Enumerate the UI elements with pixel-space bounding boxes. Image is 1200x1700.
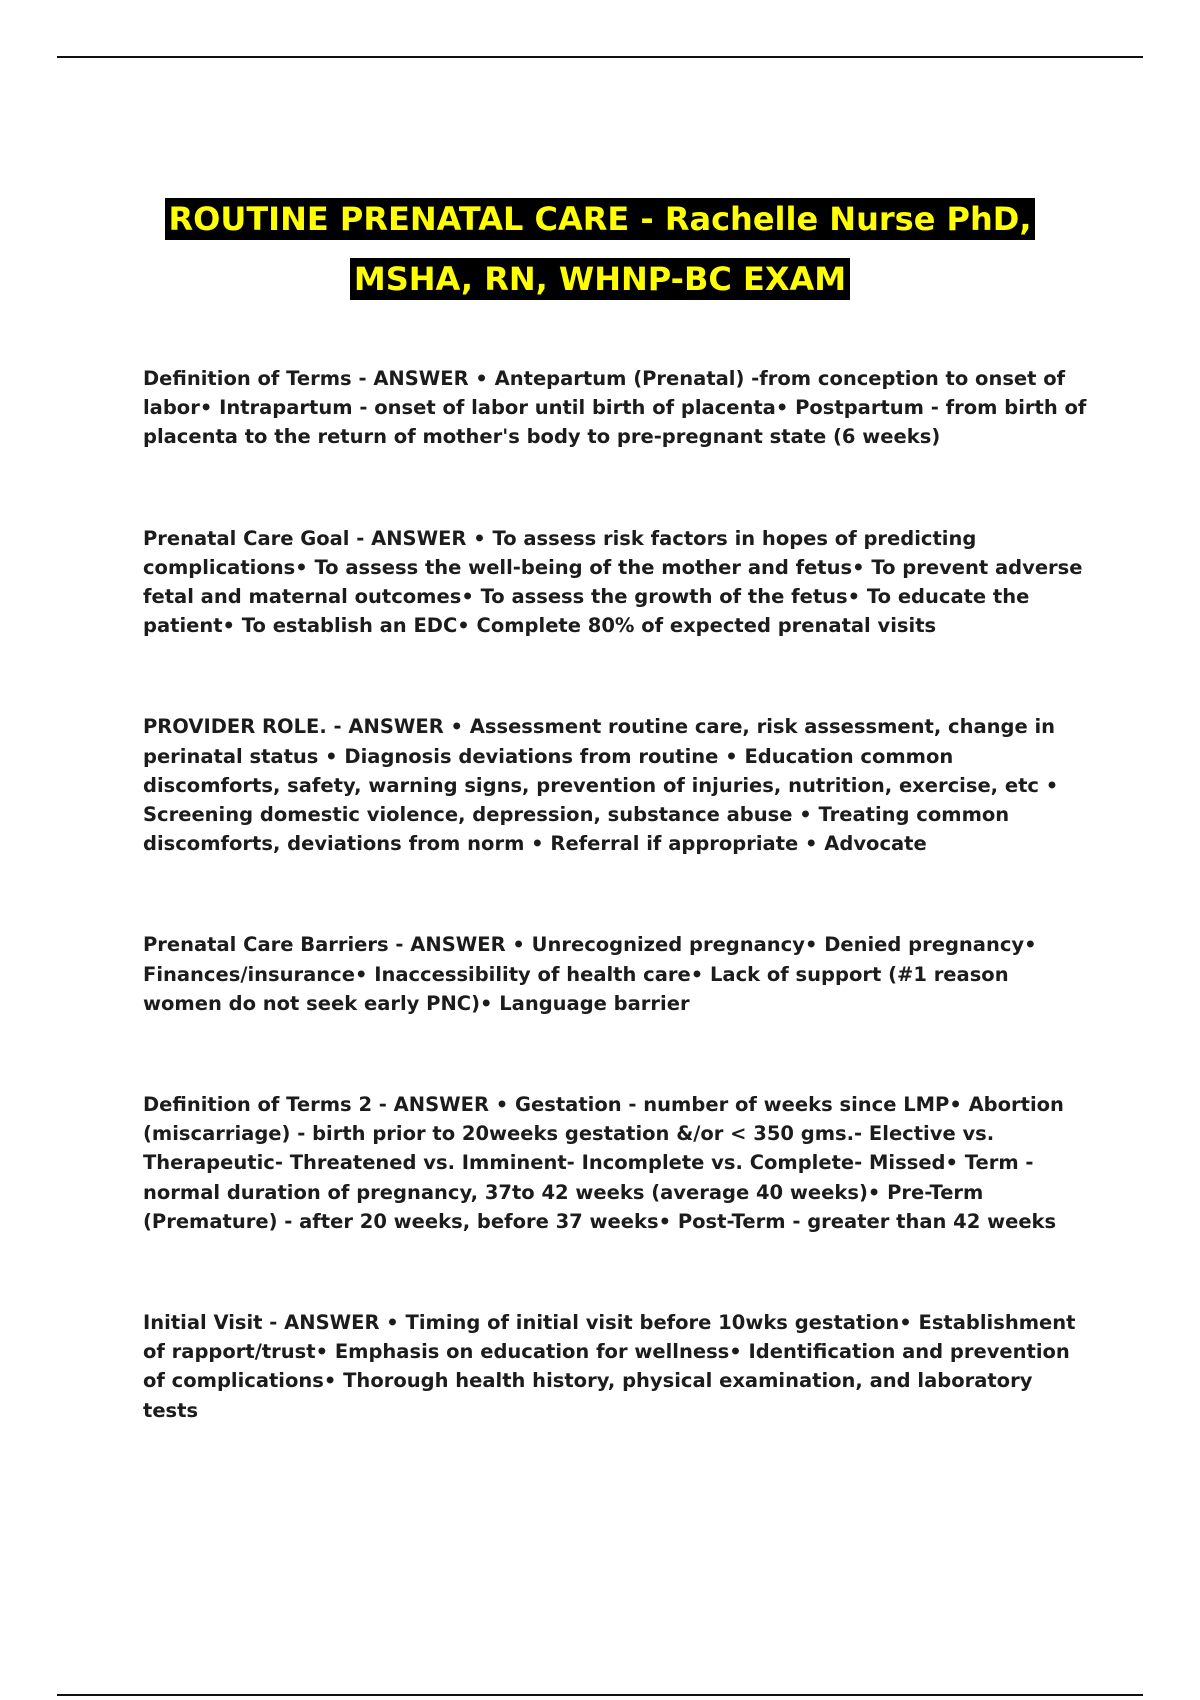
title-line-2: MSHA, RN, WHNP-BC EXAM [350,258,850,300]
qa-initial-visit: Initial Visit - ANSWER • Timing of initial visit before 10wks gestation• Establishment of rapport/trust• Emphasis on education for wellness• Identification and prevention of complications• Thorough health history, physical examination, and laboratory tests [143,1311,1076,1422]
bottom-divider [57,1694,1143,1696]
qa-prenatal-care-barriers: Prenatal Care Barriers - ANSWER • Unrecognized pregnancy• Denied pregnancy• Finances/insurance• Inaccessibility of health care• Lack of support (#1 reason women do not seek early PNC)• Language barrier [143,933,1037,1015]
qa-provider-role: PROVIDER ROLE. - ANSWER • Assessment routine care, risk assessment, change in perinatal status • Diagnosis deviations from routine • Education common discomforts, safety, warning signs, prevention of injuries, nutrition, exercise, etc • Screening domestic violence, depression, substance abuse • Treating common discomforts, deviations from norm • Referral if appropriate • Advocate [143,715,1059,856]
qa-definition-of-terms-2: Definition of Terms 2 - ANSWER • Gestation - number of weeks since LMP• Abortion (miscarriage) - birth prior to 20weeks gestation &/or < 350 gms.- Elective vs. Therapeutic- Threatened vs. Imminent- Incomplete vs. Complete- Missed• Term - normal duration of pregnancy, 37to 42 weeks (average 40 weeks)• Pre-Term (Premature) - after 20 weeks, before 37 weeks• Post-Term - greater than 42 weeks [143,1093,1064,1233]
qa-prenatal-care-goal: Prenatal Care Goal - ANSWER • To assess risk factors in hopes of predicting complications• To assess the well-being of the mother and fetus• To prevent adverse fetal and maternal outcomes• To assess the growth of the fetus• To educate the patient• To establish an EDC• Complete 80% of expected prenatal visits [143,526,1083,638]
title-line-1: ROUTINE PRENATAL CARE - Rachelle Nurse PhD, [165,198,1036,240]
top-divider [57,56,1143,58]
document-title [0,192,1200,312]
qa-list [143,364,1093,1425]
qa-definition-of-terms: Definition of Terms - ANSWER • Antepartum (Prenatal) -from conception to onset of labor• Intrapartum - onset of labor until birth of placenta• Postpartum - from birth of placenta to the return of mother's body to pre-pregnant state (6 weeks) [143,367,1087,449]
